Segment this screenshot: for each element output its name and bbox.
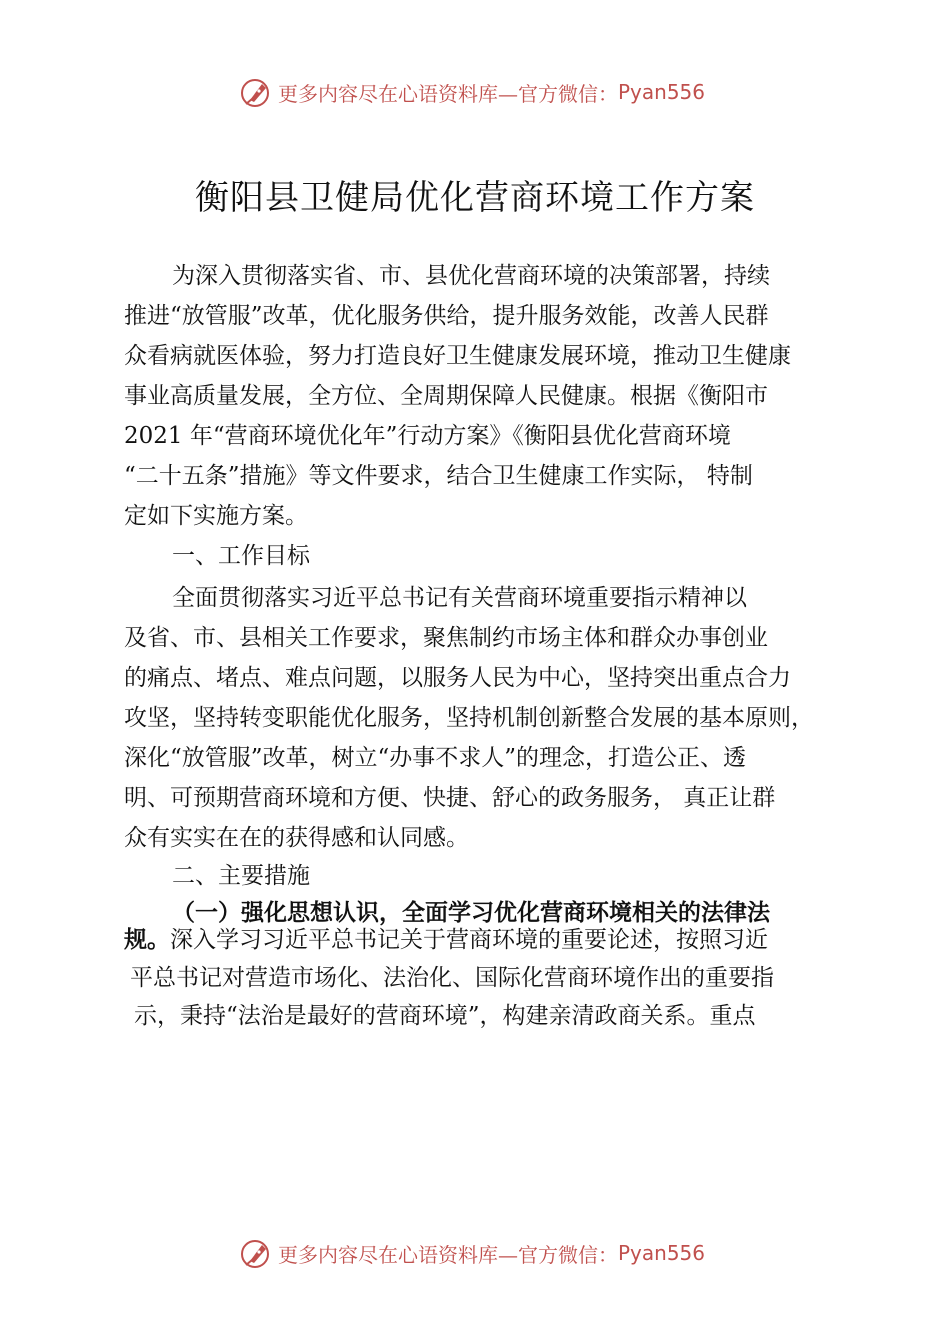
section1-line: 攻坚，坚持转变职能优化服务，坚持机制创新整合发展的基本原则， [124, 705, 814, 731]
subsection-heading: （一）强化思想认识，全面学习优化营商环境相关的法律法 [172, 900, 770, 926]
section2-line [124, 925, 768, 955]
section1-line: 全面贯彻落实习近平总书记有关营商环境重要指示精神以 [172, 585, 747, 611]
section-heading-goals: 一、工作目标 [172, 543, 310, 569]
intro-line: 事业高质量发展，全方位、全周期保障人民健康。根据《衡阳市 [124, 383, 768, 409]
footer-watermark [238, 1233, 758, 1273]
watermark-wechat-id: Pyan556 [618, 1241, 706, 1265]
section1-line: 的痛点、堵点、难点问题，以服务人民为中心，坚持突出重点合力 [124, 665, 791, 691]
watermark-wechat-id: Pyan556 [618, 80, 706, 104]
intro-line: 定如下实施方案。 [124, 503, 308, 529]
intro-line: 众看病就医体验，努力打造良好卫生健康发展环境，推动卫生健康 [124, 343, 791, 369]
fountain-pen-nib-icon [238, 1235, 274, 1271]
section1-line: 及省、市、县相关工作要求，聚焦制约市场主体和群众办事创业 [124, 625, 768, 651]
intro-line: 推进“放管服”改革，优化服务供给，提升服务效能，改善人民群 [124, 303, 769, 329]
section2-line: 示，秉持“法治是最好的营商环境”，构建亲清政商关系。重点 [134, 1003, 756, 1029]
intro-line: “二十五条”措施》等文件要求，结合卫生健康工作实际， 特制 [124, 463, 753, 489]
section2-text: 深入学习习近平总书记关于营商环境的重要论述，按照习近 [170, 927, 768, 953]
watermark-text: 更多内容尽在心语资料库—官方微信： [278, 1242, 618, 1267]
section1-line: 明、可预期营商环境和方便、快捷、舒心的政务服务， 真正让群 [124, 785, 776, 811]
header-watermark [238, 72, 758, 112]
subsection-heading-tail: 规。 [124, 927, 170, 953]
document-title: 衡阳县卫健局优化营商环境工作方案 [195, 178, 755, 218]
section1-line: 众有实实在在的获得感和认同感。 [124, 825, 469, 851]
section-heading-measures: 二、主要措施 [172, 863, 310, 889]
section2-line: 平总书记对营造市场化、法治化、国际化营商环境作出的重要指 [130, 965, 774, 991]
intro-line: 2021 年“营商环境优化年”行动方案》《衡阳县优化营商环境 [124, 423, 731, 449]
intro-line: 为深入贯彻落实省、市、县优化营商环境的决策部署，持续 [172, 263, 770, 289]
fountain-pen-nib-icon [238, 74, 274, 110]
watermark-text: 更多内容尽在心语资料库—官方微信： [278, 81, 618, 106]
section1-line: 深化“放管服”改革，树立“办事不求人”的理念，打造公正、透 [124, 745, 747, 771]
